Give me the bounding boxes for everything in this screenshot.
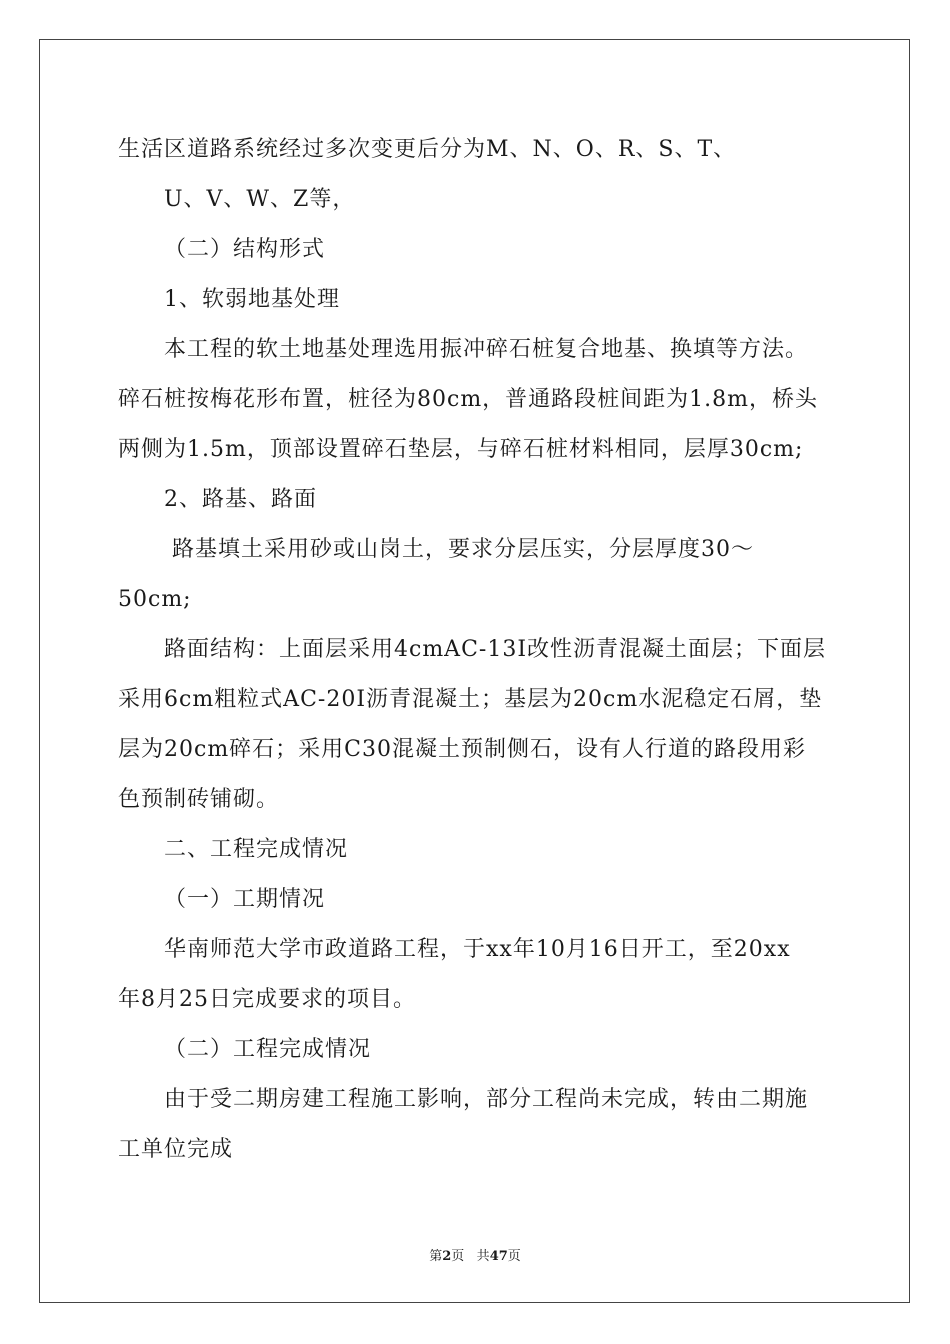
page-footer	[0, 1249, 950, 1265]
text-line-17: 华南师范大学市政道路工程，于xx年10月16日开工，至20xx	[164, 937, 791, 962]
total-pages: 47	[489, 1249, 508, 1264]
text-line-10: 50cm;	[118, 587, 192, 612]
total-prefix: 共	[476, 1249, 490, 1264]
text-line-13: 层为20cm碎石；采用C30混凝土预制侧石，设有人行道的路段用彩	[118, 737, 807, 762]
text-line-14: 色预制砖铺砌。	[118, 787, 280, 812]
subsection-heading-schedule: （一）工期情况	[164, 887, 326, 912]
text-line-2: U、V、W、Z等，	[164, 187, 356, 212]
text-line-21: 工单位完成	[118, 1137, 234, 1162]
text-line-7: 两侧为1.5m，顶部设置碎石垫层，与碎石桩材料相同，层厚30cm;	[118, 437, 804, 462]
total-unit: 页	[507, 1249, 521, 1264]
text-line-1: 生活区道路系统经过多次变更后分为M、N、O、R、S、T、	[118, 137, 737, 162]
subsection-heading-completion-status: （二）工程完成情况	[164, 1037, 372, 1062]
text-line-18: 年8月25日完成要求的项目。	[118, 987, 416, 1012]
page-number: 2	[442, 1249, 452, 1264]
text-line-20: 由于受二期房建工程施工影响，部分工程尚未完成，转由二期施	[164, 1087, 809, 1112]
subsection-heading-roadbed: 2、路基、路面	[164, 487, 317, 512]
text-line-9: 路基填土采用砂或山岗土，要求分层压实，分层厚度30～	[172, 537, 754, 562]
text-line-5: 本工程的软土地基处理选用振冲碎石桩复合地基、换填等方法。	[164, 337, 809, 362]
subsection-heading-soft-foundation: 1、软弱地基处理	[164, 287, 340, 312]
page-unit: 页	[451, 1249, 465, 1264]
text-line-11: 路面结构：上面层采用4cmAC-13I改性沥青混凝土面层；下面层	[164, 637, 827, 662]
text-line-6: 碎石桩按梅花形布置，桩径为80cm，普通路段桩间距为1.8m，桥头	[118, 387, 819, 412]
page-prefix: 第	[429, 1249, 443, 1264]
section-heading-completion: 二、工程完成情况	[164, 837, 349, 862]
text-line-12: 采用6cm粗粒式AC-20I沥青混凝土；基层为20cm水泥稳定石屑，垫	[118, 687, 823, 712]
section-heading-structure: （二）结构形式	[164, 237, 326, 262]
